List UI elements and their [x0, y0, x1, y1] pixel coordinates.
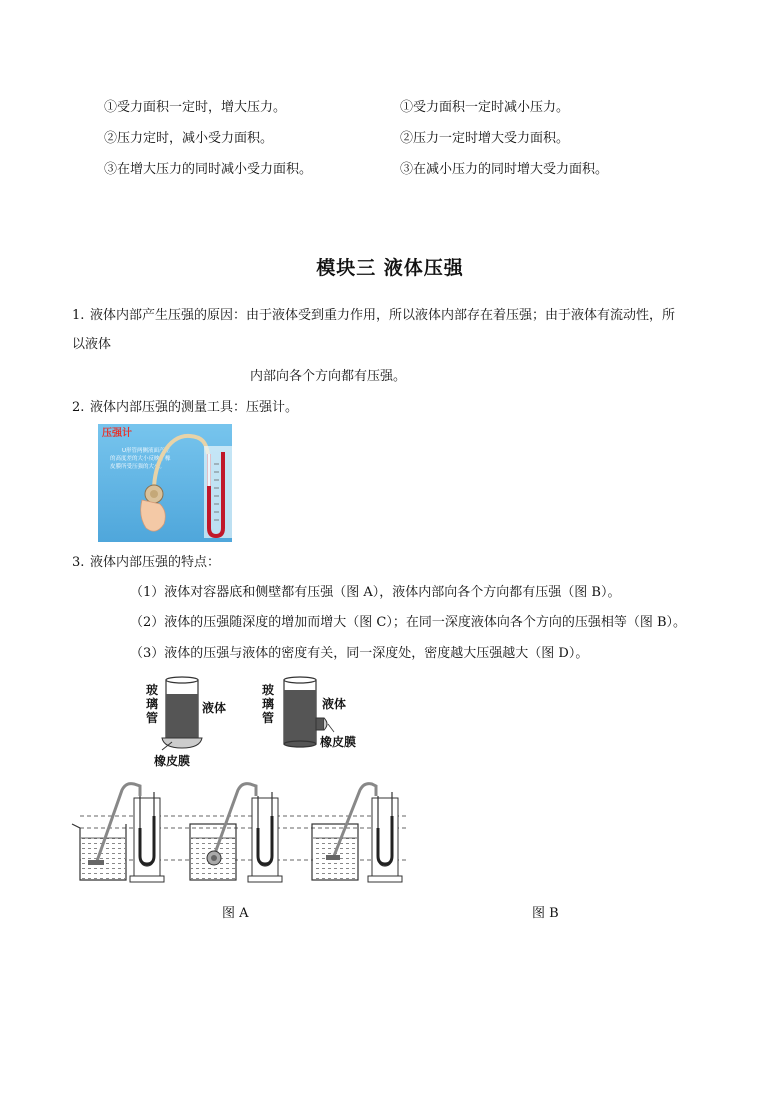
caption-figure-a: 图 A [222, 906, 249, 921]
item1-text-line2: 以液体 [72, 337, 112, 352]
manometer-set-1 [72, 784, 164, 882]
increase-method-3: ③在增大压力的同时减小受力面积。 [104, 162, 313, 177]
decrease-method-3: ③在减小压力的同时增大受力面积。 [400, 162, 609, 177]
item2-number: 2. [72, 400, 85, 415]
glass-tube-label-a-char-3: 管 [146, 711, 159, 725]
caption-figure-b: 图 B [532, 906, 559, 921]
figure-a-tube [136, 672, 246, 770]
item3-text: 液体内部压强的特点： [90, 555, 221, 570]
decrease-method-1: ①受力面积一定时减小压力。 [400, 100, 570, 115]
item2-text: 液体内部压强的测量工具：压强计。 [90, 400, 299, 415]
pressure-gauge-image [98, 424, 232, 542]
item3-number: 3. [72, 555, 85, 570]
item1-text-line1: 液体内部产生压强的原因：由于液体受到重力作用，所以液体内部存在着压强；由于液体有流动性，所 [90, 308, 676, 323]
glass-tube-label-b-char-1: 玻 [262, 683, 275, 697]
module-title: 模块三 液体压强 [316, 257, 464, 279]
liquid-label-b: 液体 [322, 697, 347, 711]
glass-tube-label-b-char-3: 管 [262, 711, 275, 725]
figure-b-tube [258, 672, 388, 754]
gauge-caption-line-3: 皮膜所受压强的大小。 [110, 464, 166, 470]
item1-number: 1. [72, 308, 85, 323]
membrane-label-a: 橡皮膜 [154, 754, 191, 768]
manometer-experiments [70, 776, 410, 884]
increase-method-1: ①受力面积一定时，增大压力。 [104, 100, 287, 115]
decrease-method-2: ②压力一定时增大受力面积。 [400, 131, 570, 146]
increase-method-2: ②压力定时，减小受力面积。 [104, 131, 274, 146]
liquid-label-a: 液体 [202, 701, 227, 715]
gauge-caption-line-1: U形管两侧液面产生 [122, 448, 171, 454]
item3-point-1: （1）液体对容器底和侧壁都有压强（图 A），液体内部向各个方向都有压强（图 B）。 [130, 585, 621, 600]
glass-tube-label-a-char-2: 璃 [146, 697, 159, 711]
item1-text-line3: 内部向各个方向都有压强。 [250, 369, 407, 384]
glass-tube-label-b-char-2: 璃 [262, 697, 275, 711]
manometer-set-2 [190, 784, 282, 882]
gauge-caption-line-2: 的高度差的大小反映了橡 [110, 456, 171, 462]
item3-point-2: （2）液体的压强随深度的增加而增大（图 C）；在同一深度液体向各个方向的压强相等（图 B）。 [130, 615, 687, 630]
membrane-label-b: 橡皮膜 [320, 735, 357, 749]
item3-point-3: （3）液体的压强与液体的密度有关，同一深度处，密度越大压强越大（图 D）。 [130, 646, 589, 661]
glass-tube-label-a-char-1: 玻 [146, 683, 159, 697]
gauge-heading: 压强计 [102, 428, 132, 439]
manometer-set-3 [312, 784, 402, 882]
